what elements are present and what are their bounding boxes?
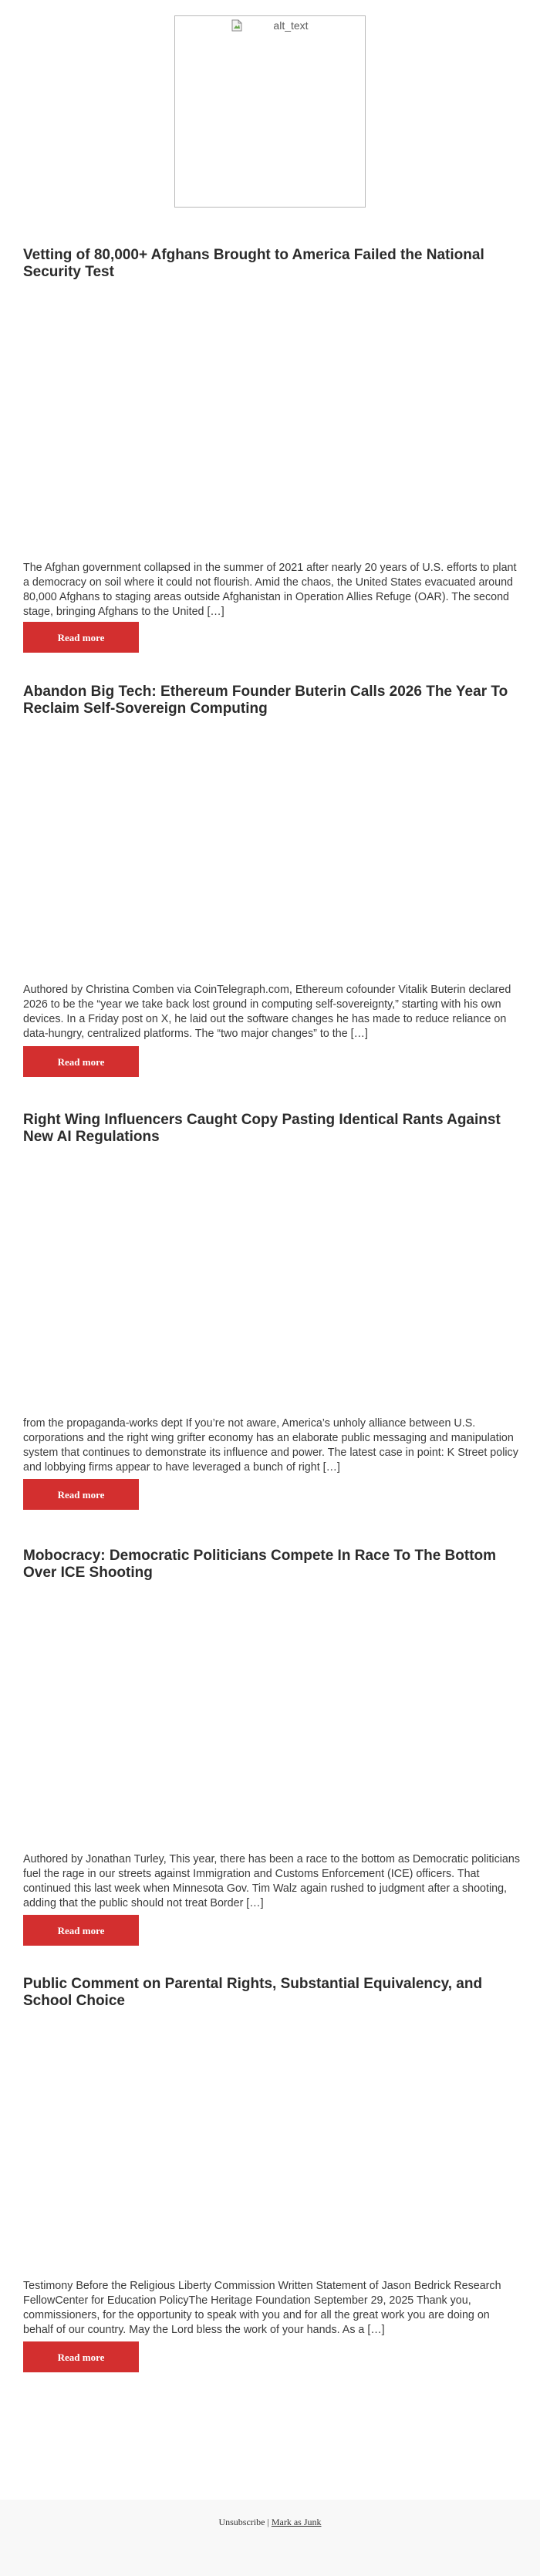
article-title[interactable]: Vetting of 80,000+ Afghans Brought to America Failed the National Security Test [23, 247, 484, 280]
article-excerpt: The Afghan government collapsed in the summer of 2021 after nearly 20 years of U.S. efforts to plant a democracy on soil where it could not flourish. Amid the chaos, the United States evacuated around 80,000 Afghans to staging areas outside Afghanistan in Operation Allies Refuge (OAR). The second stage, bringing Afghans to the United […] [23, 562, 517, 618]
article-excerpt: from the propaganda-works dept If you’re not aware, America’s unholy alliance between U.S. corporations and the right wing grifter economy has an elaborate public messaging and manipulation system that continues to demonstrate its influence and power. The latest case in point: K Street policy and lobbying firms appear to have leveraged a bunch of right […] [23, 1417, 518, 1474]
article-card [0, 1096, 540, 1528]
article-title[interactable]: Right Wing Influencers Caught Copy Pasting Identical Rants Against New AI Regulations [23, 1112, 501, 1145]
article-title[interactable]: Abandon Big Tech: Ethereum Founder Buterin Calls 2026 The Year To Reclaim Self-Sovereign Computing [23, 684, 508, 717]
footer-separator: | [267, 2517, 269, 2527]
broken-image-icon [231, 19, 242, 32]
read-more-button[interactable]: Read more [23, 1915, 139, 1946]
unsubscribe-label[interactable]: Unsubscribe [218, 2517, 265, 2527]
read-more-button[interactable]: Read more [23, 1046, 139, 1077]
article-title[interactable]: Mobocracy: Democratic Politicians Compete In Race To The Bottom Over ICE Shooting [23, 1548, 497, 1581]
logo-image [174, 15, 366, 208]
header-logo-area [0, 0, 540, 231]
article-card [0, 231, 540, 663]
article-excerpt: Authored by Jonathan Turley, This year, there has been a race to the bottom as Democratic politicians fuel the rage in our streets against Immigration and Customs Enforcement (ICE) officers. That continued this last week when Minnesota Gov. Tim Walz again rushed to judgment after a shooting, adding that the public should not treat Border […] [23, 1853, 520, 1909]
read-more-button[interactable]: Read more [23, 622, 139, 653]
logo-alt-text: alt_text [273, 19, 309, 32]
article-excerpt: Authored by Christina Comben via CoinTelegraph.com, Ethereum cofounder Vitalik Buterin declared 2026 to be the “year we take back lost ground in computing self-sovereignty,” starting with his own devices. In a Friday post on X, he laid out the software changes he has made to reduce reliance on data-hungry, centralized platforms. The “two major changes” to the […] [23, 984, 511, 1040]
article-excerpt: Testimony Before the Religious Liberty Commission Written Statement of Jason Bedrick Research FellowCenter for Education PolicyThe Heritage Foundation September 29, 2025 Thank you, commissioners, for the opportunity to speak with you and for all the great work you are doing on behalf of our country. May the Lord bless the work of your hands. As a […] [23, 2280, 501, 2336]
read-more-button[interactable]: Read more [23, 2341, 139, 2372]
article-card [0, 1528, 540, 1960]
article-title[interactable]: Public Comment on Parental Rights, Substantial Equivalency, and School Choice [23, 1976, 483, 2009]
article-card [0, 1960, 540, 2392]
footer [0, 2500, 540, 2576]
article-card [0, 663, 540, 1096]
mark-as-junk-link[interactable]: Mark as Junk [271, 2517, 322, 2527]
read-more-button[interactable]: Read more [23, 1479, 139, 1510]
